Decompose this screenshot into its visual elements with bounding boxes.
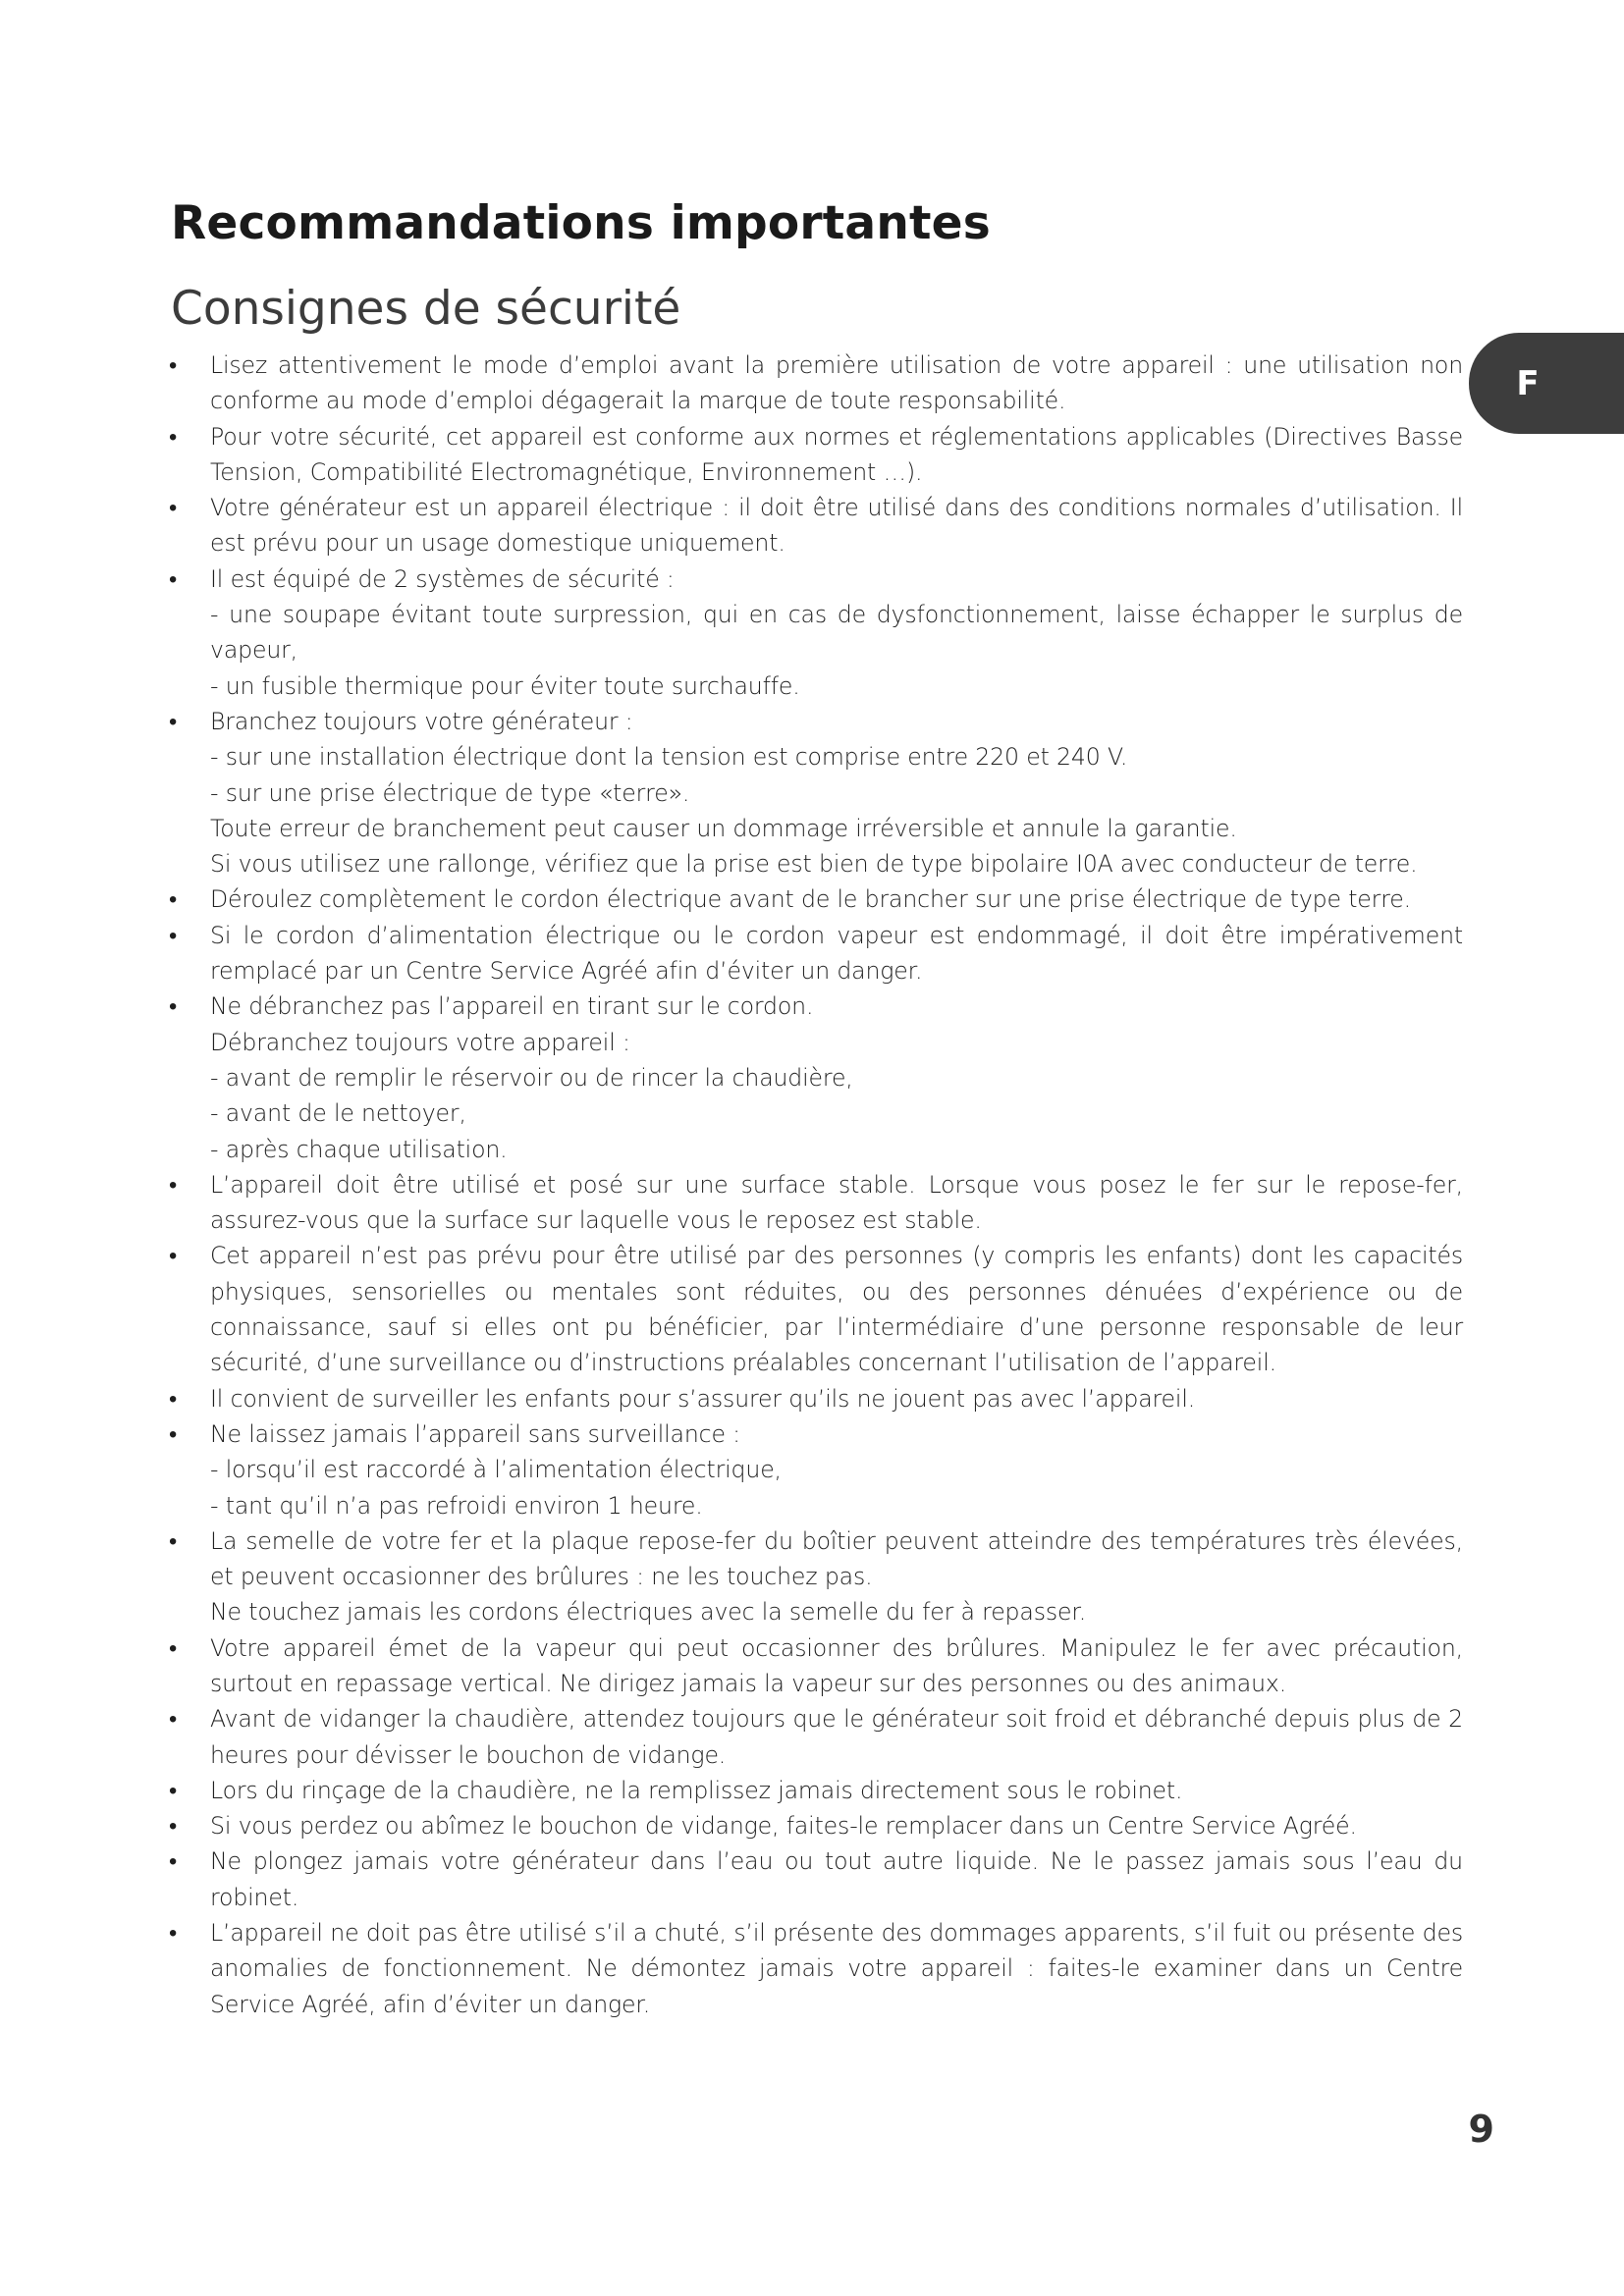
- safety-item: [169, 704, 1463, 881]
- safety-item: [169, 347, 1463, 419]
- safety-item: [169, 490, 1463, 561]
- bullet-icon: •: [169, 1170, 178, 1199]
- safety-item-text: Ne plongez jamais votre générateur dans l’eau ou tout autre liquide. Ne le passez jamais sous l’eau du robinet.: [210, 1847, 1463, 1911]
- safety-item-detail: - sur une installation électrique dont la tension est comprise entre 220 et 240 V.: [210, 743, 1128, 772]
- safety-item-text: Il est équipé de 2 systèmes de sécurité :: [210, 564, 675, 593]
- bullet-icon: •: [169, 1812, 178, 1841]
- bullet-icon: •: [169, 992, 178, 1021]
- bullet-icon: •: [169, 1384, 178, 1413]
- safety-item-text: Branchez toujours votre générateur :: [210, 707, 633, 735]
- bullet-icon: •: [169, 1633, 178, 1662]
- page-number: 9: [1468, 2108, 1494, 2151]
- safety-item-text: L’appareil doit être utilisé et posé sur une surface stable. Lorsque vous posez le fer sur le repose-fer, assurez-vous que la surface sur laquelle vous le reposez est stable.: [210, 1170, 1463, 1235]
- safety-item: [169, 1630, 1463, 1702]
- bullet-icon: •: [169, 564, 178, 593]
- safety-item: [169, 918, 1463, 989]
- safety-item-text: Votre appareil émet de la vapeur qui peut occasionner des brûlures. Manipulez le fer avec précaution, surtout en repassage vertical. Ne dirigez jamais la vapeur sur des personnes ou des animaux.: [210, 1633, 1463, 1697]
- safety-item-detail: Ne touchez jamais les cordons électriques avec la semelle du fer à repasser.: [210, 1598, 1087, 1627]
- safety-item-detail: Si vous utilisez une rallonge, vérifiez que la prise est bien de type bipolaire I0A avec conducteur de terre.: [210, 850, 1418, 879]
- section-subtitle: Consignes de sécurité: [171, 282, 681, 336]
- safety-item-text: Lisez attentivement le mode d’emploi avant la première utilisation de votre appareil : une utilisation non conforme au mode d’emploi dégagerait la marque de toute responsabilité.: [210, 351, 1463, 415]
- bullet-icon: •: [169, 921, 178, 949]
- safety-item-detail: - avant de le nettoyer,: [210, 1099, 466, 1128]
- bullet-icon: •: [169, 1847, 178, 1876]
- safety-item-detail: Débranchez toujours votre appareil :: [210, 1028, 630, 1056]
- safety-item-detail: - un fusible thermique pour éviter toute surchauffe.: [210, 671, 800, 700]
- safety-item-text: Il convient de surveiller les enfants pour s’assurer qu’ils ne jouent pas avec l’appareil.: [210, 1384, 1196, 1413]
- safety-item-text: Avant de vidanger la chaudière, attendez toujours que le générateur soit froid et débranché depuis plus de 2 heures pour dévisser le bouchon de vidange.: [210, 1705, 1463, 1769]
- safety-item: [169, 561, 1463, 704]
- safety-item-detail: - une soupape évitant toute surpression, qui en cas de dysfonctionnement, laisse échapper le surplus de vapeur,: [210, 601, 1463, 665]
- bullet-icon: •: [169, 422, 178, 451]
- safety-item-detail: - sur une prise électrique de type «terre».: [210, 778, 690, 807]
- safety-item-text: Déroulez complètement le cordon électrique avant de le brancher sur une prise électrique de type terre.: [210, 885, 1411, 914]
- safety-item: [169, 1167, 1463, 1239]
- safety-instructions-list: [169, 347, 1463, 2022]
- safety-item: [169, 1381, 1463, 1416]
- safety-item: [169, 1416, 1463, 1523]
- bullet-icon: •: [169, 1242, 178, 1270]
- safety-item: [169, 988, 1463, 1166]
- safety-item-text: Ne laissez jamais l’appareil sans surveillance :: [210, 1419, 740, 1448]
- language-tab-label: F: [1516, 363, 1540, 403]
- safety-item-text: Ne débranchez pas l’appareil en tirant sur le cordon.: [210, 992, 814, 1021]
- safety-item-text: Si vous perdez ou abîmez le bouchon de vidange, faites-le remplacer dans un Centre Service Agréé.: [210, 1812, 1357, 1841]
- bullet-icon: •: [169, 1526, 178, 1555]
- safety-item-text: La semelle de votre fer et la plaque repose-fer du boîtier peuvent atteindre des températures très élevées, et peuvent occasionner des brûlures : ne les touchez pas.: [210, 1526, 1463, 1591]
- safety-item: [169, 881, 1463, 917]
- safety-item-detail: - lorsqu’il est raccordé à l’alimentation électrique,: [210, 1456, 782, 1484]
- safety-item-detail: - après chaque utilisation.: [210, 1135, 508, 1163]
- bullet-icon: •: [169, 707, 178, 735]
- safety-item: [169, 1701, 1463, 1773]
- safety-item-detail: - avant de remplir le réservoir ou de rincer la chaudière,: [210, 1063, 853, 1092]
- bullet-icon: •: [169, 1419, 178, 1448]
- safety-item: [169, 1773, 1463, 1808]
- language-tab: [1469, 333, 1624, 434]
- safety-item-text: Votre générateur est un appareil électrique : il doit être utilisé dans des conditions normales d’utilisation. Il est prévu pour un usage domestique uniquement.: [210, 494, 1463, 558]
- safety-item: [169, 1238, 1463, 1380]
- safety-item-text: Cet appareil n’est pas prévu pour être utilisé par des personnes (y compris les enfants) dont les capacités physiques, sensorielles ou mentales sont réduites, ou des personnes dénuées d’expérience ou de connaissance, sauf si elles ont pu bénéficier, par l’intermédiaire d’une personne responsable de leur sécurité, d’une surveillance ou d’instructions préalables concernant l’utilisation de l’appareil.: [210, 1242, 1463, 1377]
- bullet-icon: •: [169, 1705, 178, 1734]
- bullet-icon: •: [169, 1776, 178, 1804]
- safety-item-detail: Toute erreur de branchement peut causer un dommage irréversible et annule la garantie.: [210, 814, 1237, 842]
- safety-item: [169, 1808, 1463, 1843]
- safety-item: [169, 419, 1463, 491]
- safety-item-text: Lors du rinçage de la chaudière, ne la remplissez jamais directement sous le robinet.: [210, 1776, 1183, 1804]
- bullet-icon: •: [169, 1919, 178, 1948]
- bullet-icon: •: [169, 351, 178, 379]
- safety-item: [169, 1843, 1463, 1915]
- bullet-icon: •: [169, 494, 178, 522]
- safety-item-text: Si le cordon d’alimentation électrique ou le cordon vapeur est endommagé, il doit être impérativement remplacé par un Centre Service Agréé afin d’éviter un danger.: [210, 921, 1463, 986]
- safety-item-text: Pour votre sécurité, cet appareil est conforme aux normes et réglementations applicables (Directives Basse Tension, Compatibilité Electromagnétique, Environnement …).: [210, 422, 1463, 486]
- safety-item: [169, 1915, 1463, 2022]
- safety-item-text: L’appareil ne doit pas être utilisé s’il a chuté, s’il présente des dommages apparents, s’il fuit ou présente des anomalies de fonctionnement. Ne démontez jamais votre appareil : faites-le examiner dans un Centre Service Agréé, afin d’éviter un danger.: [210, 1919, 1463, 2018]
- bullet-icon: •: [169, 885, 178, 914]
- safety-item-detail: - tant qu’il n’a pas refroidi environ 1 heure.: [210, 1491, 703, 1520]
- page-title: Recommandations importantes: [171, 196, 991, 250]
- safety-item: [169, 1523, 1463, 1630]
